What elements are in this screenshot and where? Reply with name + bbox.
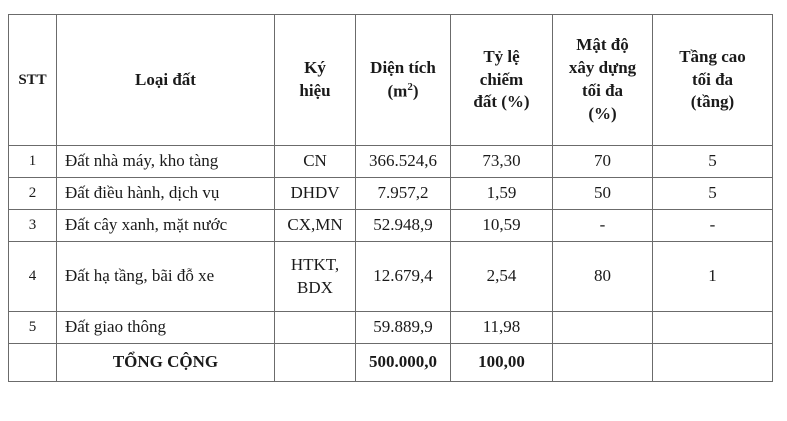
land-use-table	[8, 14, 773, 382]
table-row	[9, 242, 773, 312]
header-area-close: )	[412, 81, 419, 101]
cell-stt-empty	[9, 344, 57, 382]
cell-ratio: 1,59	[451, 178, 553, 210]
table-row	[9, 178, 773, 210]
cell-stt: 2	[9, 178, 57, 210]
header-area-superscript: 2	[407, 80, 413, 93]
cell-symbol: HTKT, BDX	[275, 242, 356, 312]
cell-max-floors: 5	[653, 146, 773, 178]
cell-ratio: 11,98	[451, 312, 553, 344]
cell-stt: 3	[9, 210, 57, 242]
cell-stt: 5	[9, 312, 57, 344]
header-max-floors: Tầng cao tối đa (tầng)	[653, 15, 773, 146]
cell-land-type: Đất giao thông	[57, 312, 275, 344]
cell-symbol: DHDV	[275, 178, 356, 210]
cell-density: 70	[553, 146, 653, 178]
cell-symbol: CN	[275, 146, 356, 178]
cell-area: 59.889,9	[356, 312, 451, 344]
header-symbol: Ký hiệu	[275, 15, 356, 146]
cell-area: 366.524,6	[356, 146, 451, 178]
cell-max-floors: 5	[653, 178, 773, 210]
cell-land-type: Đất hạ tầng, bãi đỗ xe	[57, 242, 275, 312]
header-area-label: Diện tích (m	[370, 57, 436, 101]
cell-land-type: Đất cây xanh, mặt nước	[57, 210, 275, 242]
header-ratio: Tỷ lệ chiếm đất (%)	[451, 15, 553, 146]
total-label: TỔNG CỘNG	[57, 344, 275, 382]
cell-land-type: Đất nhà máy, kho tàng	[57, 146, 275, 178]
cell-density	[553, 312, 653, 344]
cell-symbol	[275, 312, 356, 344]
table-row	[9, 210, 773, 242]
header-area	[356, 15, 451, 146]
header-land-type: Loại đất	[57, 15, 275, 146]
cell-density: -	[553, 210, 653, 242]
cell-ratio: 73,30	[451, 146, 553, 178]
cell-ratio: 10,59	[451, 210, 553, 242]
cell-max-floors: 1	[653, 242, 773, 312]
cell-area: 52.948,9	[356, 210, 451, 242]
cell-ratio: 2,54	[451, 242, 553, 312]
cell-area: 12.679,4	[356, 242, 451, 312]
header-stt: STT	[9, 15, 57, 146]
cell-density: 50	[553, 178, 653, 210]
cell-area: 7.957,2	[356, 178, 451, 210]
cell-land-type: Đất điều hành, dịch vụ	[57, 178, 275, 210]
header-density: Mật độ xây dựng tối đa (%)	[553, 15, 653, 146]
cell-stt: 1	[9, 146, 57, 178]
cell-max-floors-empty	[653, 344, 773, 382]
cell-symbol: CX,MN	[275, 210, 356, 242]
cell-density: 80	[553, 242, 653, 312]
cell-density-empty	[553, 344, 653, 382]
header-row	[9, 15, 773, 146]
total-row	[9, 344, 773, 382]
cell-max-floors	[653, 312, 773, 344]
total-area: 500.000,0	[356, 344, 451, 382]
table-row	[9, 146, 773, 178]
table-row	[9, 312, 773, 344]
cell-symbol-empty	[275, 344, 356, 382]
cell-stt: 4	[9, 242, 57, 312]
total-ratio: 100,00	[451, 344, 553, 382]
cell-max-floors: -	[653, 210, 773, 242]
